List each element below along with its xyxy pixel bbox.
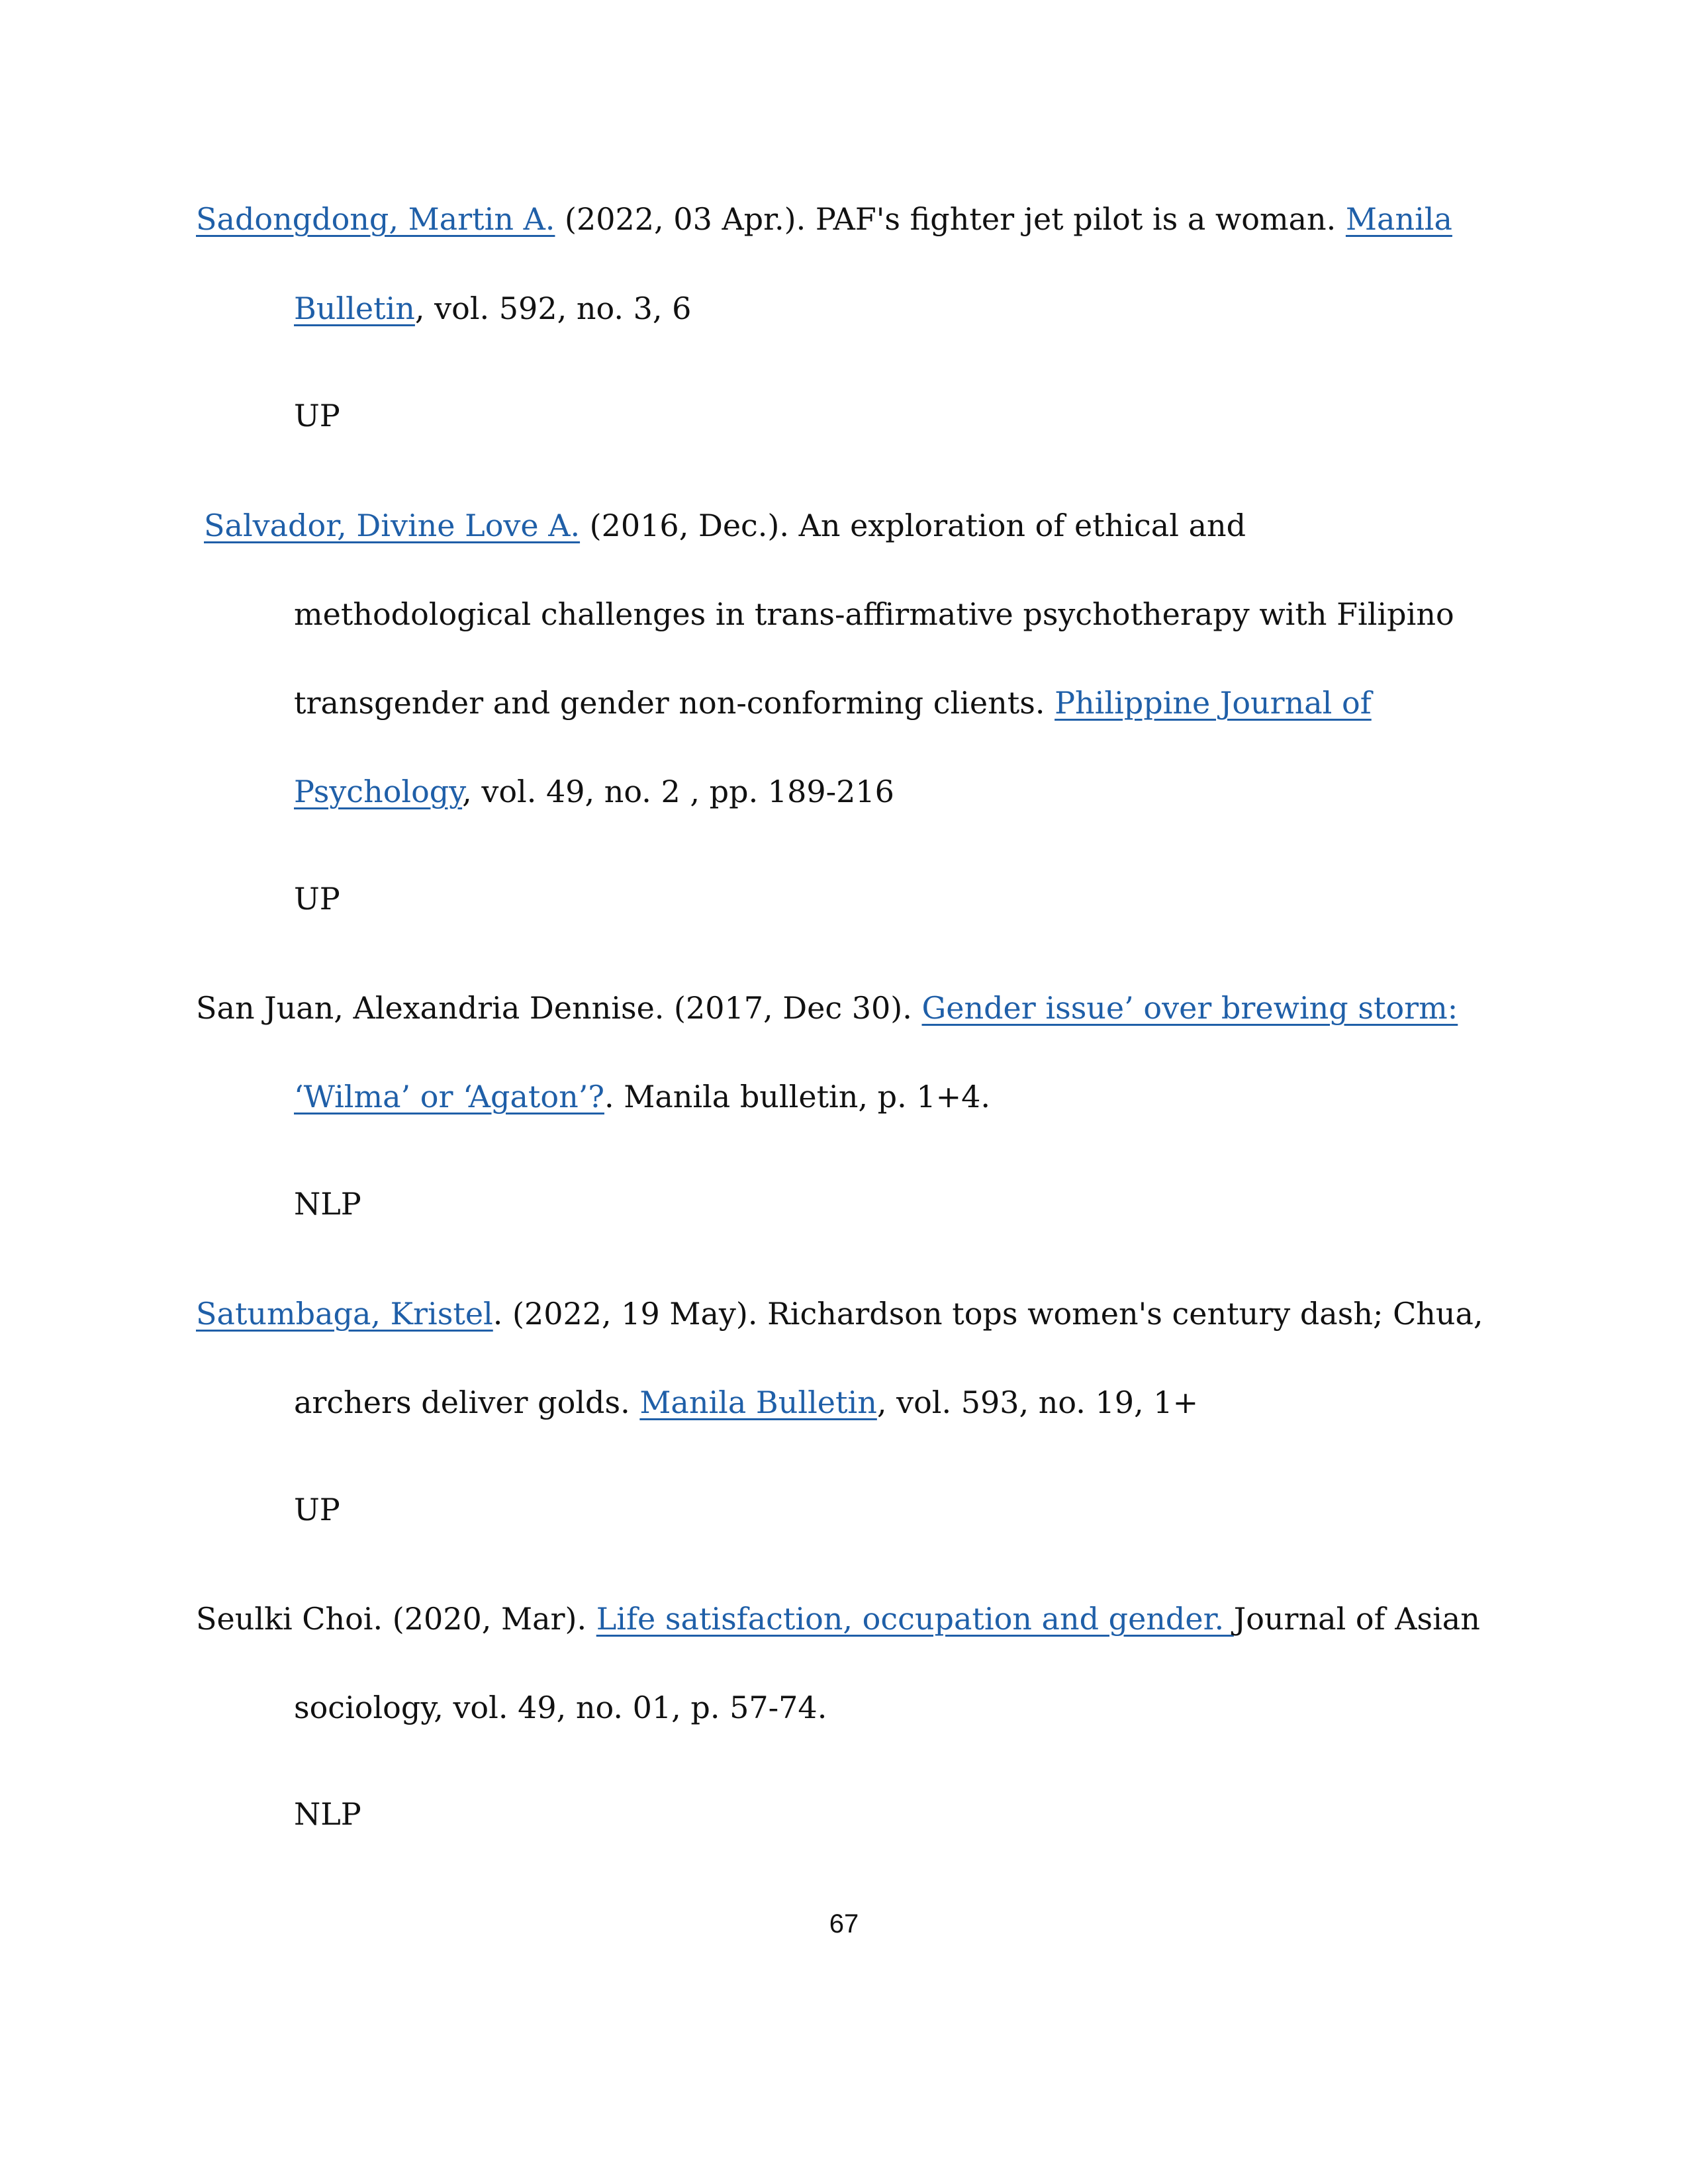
entry-4-line-2 [294,1387,1198,1418]
entry-3-title-link-cont[interactable]: ‘Wilma’ or ‘Agaton’? [294,1079,604,1115]
page-number: 67 [829,1909,859,1938]
entry-1-journal-link[interactable]: Manila [1345,201,1452,237]
entry-3-line-1 [196,990,1458,1026]
entry-3-tail: . Manila bulletin, p. 1+4. [604,1079,991,1115]
entry-1-library: UP [294,398,340,433]
entry-5-library: NLP [294,1796,361,1832]
entry-2-line-2: methodological challenges in trans-affirmative psychotherapy with Filipino [294,596,1454,632]
entry-2-author-link[interactable]: Salvador, Divine Love A. [204,508,581,543]
entry-4-text: . (2022, 19 May). Richardson tops women's century dash; Chua, [492,1296,1483,1332]
entry-1-line-1 [196,201,1452,237]
entry-2-journal-link-cont[interactable]: Psychology [294,774,463,809]
entry-2-text-3: transgender and gender non-conforming clients. [294,685,1055,721]
entry-4-tail: , vol. 593, no. 19, 1+ [876,1385,1199,1420]
entry-2-text: (2016, Dec.). An exploration of ethical and [580,508,1246,543]
entry-2-journal-link[interactable]: Philippine Journal of [1055,685,1372,721]
entry-5-title-link[interactable]: Life satisfaction, occupation and gender. [596,1601,1234,1637]
entry-5-line-2: sociology, vol. 49, no. 01, p. 57-74. [294,1690,827,1725]
entry-2-line-3 [294,685,1372,721]
entry-5-text: Journal of Asian [1233,1601,1480,1637]
entry-4-text-2: archers deliver golds. [294,1385,640,1420]
entry-4-author-link[interactable]: Satumbaga, Kristel [196,1296,493,1332]
entry-1-tail: , vol. 592, no. 3, 6 [414,291,692,326]
entry-2-line-1 [204,510,1246,541]
entry-3-title-link[interactable]: Gender issue’ over brewing storm: [921,990,1458,1026]
entry-5-line-1 [196,1601,1480,1637]
entry-3-author: San Juan, Alexandria Dennise. (2017, Dec 30). [196,990,922,1026]
entry-3-line-2 [196,1079,991,1115]
entry-1-line-2 [196,293,691,324]
entry-4-library: UP [294,1492,340,1527]
entry-4-journal-link[interactable]: Manila Bulletin [639,1385,877,1420]
entry-5-author: Seulki Choi. (2020, Mar). [196,1601,596,1637]
entry-4-line-1 [196,1296,1483,1332]
entry-1-journal-link-cont[interactable]: Bulletin [294,291,415,326]
entry-1-author-link[interactable]: Sadongdong, Martin A. [196,201,555,237]
entry-2-tail: , vol. 49, no. 2 , pp. 189-216 [462,774,894,809]
entry-3-library: NLP [294,1186,361,1222]
entry-1-text: (2022, 03 Apr.). PAF's fighter jet pilot is a woman. [555,201,1346,237]
entry-2-library: UP [294,881,340,917]
entry-2-line-4 [196,776,894,807]
